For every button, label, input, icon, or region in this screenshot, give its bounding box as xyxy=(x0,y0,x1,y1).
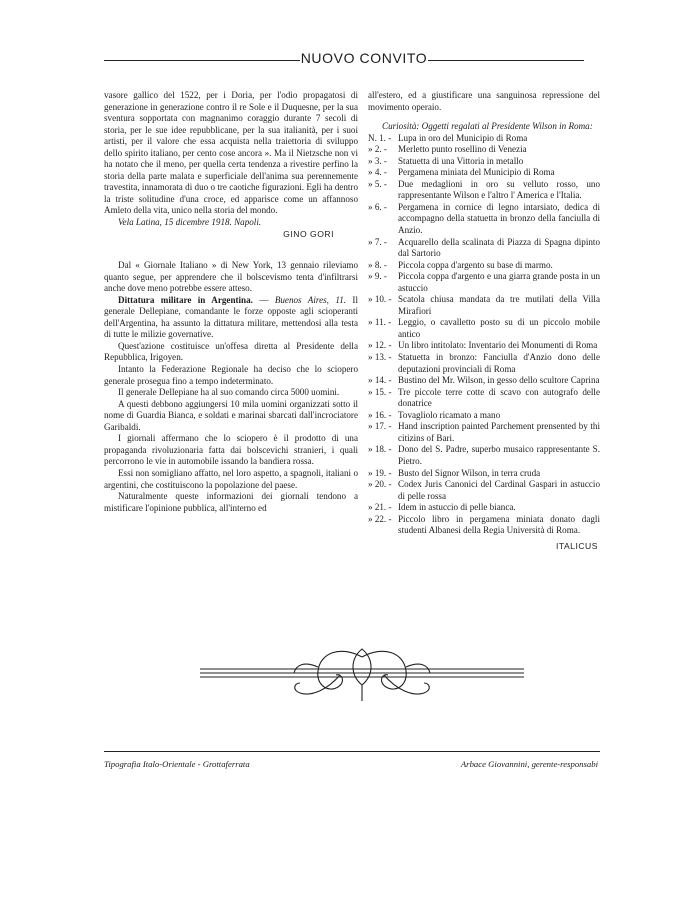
editor-credit: Arbace Giovannini, gerente-responsabi xyxy=(460,759,598,769)
list-item-text: Hand inscription painted Parchement prensented by thi citizins of Bari. xyxy=(398,421,600,443)
list-item xyxy=(368,502,600,514)
author-signature: GINO GORI xyxy=(283,228,334,239)
list-item-number: » 2. - xyxy=(368,144,387,155)
list-item xyxy=(368,444,600,467)
list-item-number: » 7. - xyxy=(368,236,387,247)
paragraph: Il generale Dellepiane ha al suo comando circa 5000 uomini. xyxy=(118,387,340,398)
list-item-text: Piccola coppa d'argento su base di marmo. xyxy=(398,259,553,270)
list-item-number: » 5. - xyxy=(368,178,387,189)
list-item-text: Codex Juris Canonici del Cardinal Gaspari in astuccio di pelle rossa xyxy=(398,479,600,501)
list-item-text: Idem in astuccio di pelle bianca. xyxy=(398,502,516,513)
list-item xyxy=(368,202,600,237)
list-item-text: Due medaglioni in oro su velluto rosso, uno rappresentante Wilson e l'altro l' America e l'Italia. xyxy=(398,178,600,201)
list-item xyxy=(368,352,600,375)
list-item-text: Piccolo libro in pergamena miniata donato dagli studenti Albanesi della Regia Università di Roma. xyxy=(398,513,600,536)
article-body: Il generale Dellepiane, comandante le forze opposte agli scioperanti dell'Argentina, ha assunto la dittatura militare, mettendosi alla testa di tutte le milizie governative. xyxy=(104,294,358,340)
list-item-number: » 12. - xyxy=(368,340,392,351)
list-item xyxy=(368,179,600,202)
list-item xyxy=(368,340,600,352)
list-item xyxy=(368,260,600,272)
dateline: Vela Latina, 15 dicembre 1918. Napoli. xyxy=(118,217,262,228)
section-gap xyxy=(104,240,358,260)
list-item xyxy=(368,479,600,502)
list-item-number: » 9. - xyxy=(368,271,387,282)
list-item-text: Leggio, o cavalletto posto su di un piccolo mobile antico xyxy=(398,317,600,339)
list-item-number: » 15. - xyxy=(368,386,392,397)
list-item-text: Merletto punto rosellino di Venezia xyxy=(398,144,527,155)
list-item xyxy=(368,156,600,168)
list-item-number: » 22. - xyxy=(368,513,392,524)
list-item-text: Pergamena miniata del Municipio di Roma xyxy=(398,167,555,178)
list-item-number: » 17. - xyxy=(368,421,392,432)
paragraph: all'estero, ed a giustificare una sanguinosa repressione del movimento operaio. xyxy=(368,90,600,112)
list-item xyxy=(368,237,600,260)
list-item-text: Busto del Signor Wilson, in terra cruda xyxy=(398,467,541,478)
section-gap xyxy=(368,113,600,117)
decorative-ornament xyxy=(200,645,524,705)
footer-rule xyxy=(104,751,600,752)
list-item-text: Piccola coppa d'argento e una giarra grande posta in un astuccio xyxy=(398,271,600,293)
list-item xyxy=(368,133,600,145)
list-title: Curiosità: Oggetti regalati al Presidente Wilson in Roma: xyxy=(382,121,593,132)
list-item-number: » 20. - xyxy=(368,479,392,490)
list-item xyxy=(368,375,600,387)
paragraph: Essi non somigliano affatto, nel loro aspetto, a spagnoli, italiani o argentini, che costituiscono la popolazione del paese. xyxy=(104,467,358,490)
list-item xyxy=(368,387,600,410)
paragraph: vasore gallico del 1522, per i Doria, per l'odio propagatosi di generazione in generazione contro il re Sole e il Duquesne, per la sua sventura sopportata con magnanimo coraggio durante 7 secoli di storia, per le sue idee repubblicane, per la sua italianità, per i suoi artisti, per il valore che essa acquista nella traiettoria di sviluppo dello spirito italiano, per cento cose ancora ». Ma il Nietzsche non vi ha notato che il meno, per quella certa tendenza a rivestire perfino la storia della parte malata e superficiale dell'anima sua perennemente travestita, innamorata di duo o tre caotiche figurazioni. Egli ha dentro la triste solitudine d'una croce, ed appariscе come un affannoso Amleto della vita, unico nella storia del mondo. xyxy=(104,90,358,216)
right-column xyxy=(368,90,600,552)
list-item xyxy=(368,317,600,340)
paragraph: Dal « Giornale Italiano » di New York, 13 gennaio rileviamo quanto segue, per apprendere che il bolscevismo tenta d'infiltrarsi anche dove meno potrebbe essere atteso. xyxy=(104,260,358,294)
paragraph: Intanto la Federazione Regionale ha deciso che lo sciopero generale prosegua fino a tempo indeterminato. xyxy=(104,364,358,386)
article-heading: Dittatura militare in Argentina. xyxy=(118,294,253,305)
list-item-number: N. 1. - xyxy=(368,132,392,143)
article-place: Buenos Aires, 11. xyxy=(274,294,347,305)
list-item-text: Dono del S. Padre, superbo musaico rappresentante S. Pietro. xyxy=(398,444,600,466)
list-item-number: » 18. - xyxy=(368,444,392,455)
list-item-text: Scatola chiusa mandata da tre mutilati della Villa Mirafiori xyxy=(398,294,600,316)
list-item xyxy=(368,294,600,317)
list-item-text: Lupa in oro del Municipio di Roma xyxy=(398,132,528,143)
paragraph: Quest'azione costituisce un'offesa diretta al Presidente della Repubblica, Irigoyen. xyxy=(104,340,358,363)
list-item-number: » 16. - xyxy=(368,409,392,420)
list-item-text: Bustino del Mr. Wilson, in gesso dello scultore Caprina xyxy=(398,375,600,386)
list-item xyxy=(368,271,600,294)
gift-list xyxy=(368,133,600,537)
list-item-text: Acquarello della scalinata di Piazza di Spagna dipinto dal Sartorio xyxy=(398,236,600,259)
header-rule-left xyxy=(104,60,300,61)
list-item xyxy=(368,144,600,156)
article-paragraph: Dittatura militare in Argentina. — Buenos Aires, 11. Il generale Dellepiane, comandante le forze opposte agli scioperanti dell'Argentina, ha assunto la dittatura militare, mettendosi alla testa di tutte le milizie governative. xyxy=(104,294,358,340)
list-item-number: » 4. - xyxy=(368,167,387,178)
printer-credit: Tipografia Italo-Orientale - Grottaferrata xyxy=(104,759,250,769)
list-item-text: Tovagliolo ricamato a mano xyxy=(398,409,501,420)
header-rule-right xyxy=(428,60,584,61)
paragraph: Naturalmente queste informazioni dei giornali tendono a mistificare l'opinione pubblica, all'interno ed xyxy=(104,491,358,513)
list-item-number: » 10. - xyxy=(368,294,392,305)
list-item-text: Statuetta in bronzo: Fanciulla d'Anzio dono delle deputazioni provinciali di Roma xyxy=(398,352,600,374)
list-item-number: » 8. - xyxy=(368,259,387,270)
page-title: NUOVO CONVITO xyxy=(300,50,428,66)
list-item xyxy=(368,410,600,422)
list-item xyxy=(368,167,600,179)
list-item xyxy=(368,514,600,537)
list-item-number: » 11. - xyxy=(368,317,392,328)
list-item-text: Un libro intitolato: Inventario dei Monumenti di Roma xyxy=(398,340,598,351)
list-item-text: Pergamena in cornice di legno intarsiato, dedica di accompagno della statuetta in bronzo della fanciulla di Anzio. xyxy=(398,201,600,236)
left-column xyxy=(104,90,358,514)
list-item xyxy=(368,421,600,444)
list-item-number: » 3. - xyxy=(368,155,387,166)
list-item-number: » 13. - xyxy=(368,352,392,363)
list-item-text: Tre piccole terre cotte di scavo con autografo delle donatrice xyxy=(398,386,600,409)
page-header xyxy=(104,46,584,70)
list-item-number: » 14. - xyxy=(368,375,392,386)
paragraph: I giornali affermano che lo sciopero è il prodotto di una propaganda rivoluzionaria fatta dai bolscevichi stranieri, i quali percorrono le vie in automobile issando la bandiera rossa. xyxy=(104,433,358,467)
paragraph: A questi debbono aggiungersi 10 mila uomini organizzati sotto il nome di Guardia Bianca, e soldati e marinai sbarcati dall'incrociatore Garibaldi. xyxy=(104,398,358,432)
list-item xyxy=(368,468,600,480)
list-item-number: » 21. - xyxy=(368,502,392,513)
author-signature: ITALICUS xyxy=(555,540,598,551)
list-item-number: » 19. - xyxy=(368,467,392,478)
list-item-number: » 6. - xyxy=(368,201,387,212)
list-item-text: Statuetta di una Vittoria in metallo xyxy=(398,155,524,166)
